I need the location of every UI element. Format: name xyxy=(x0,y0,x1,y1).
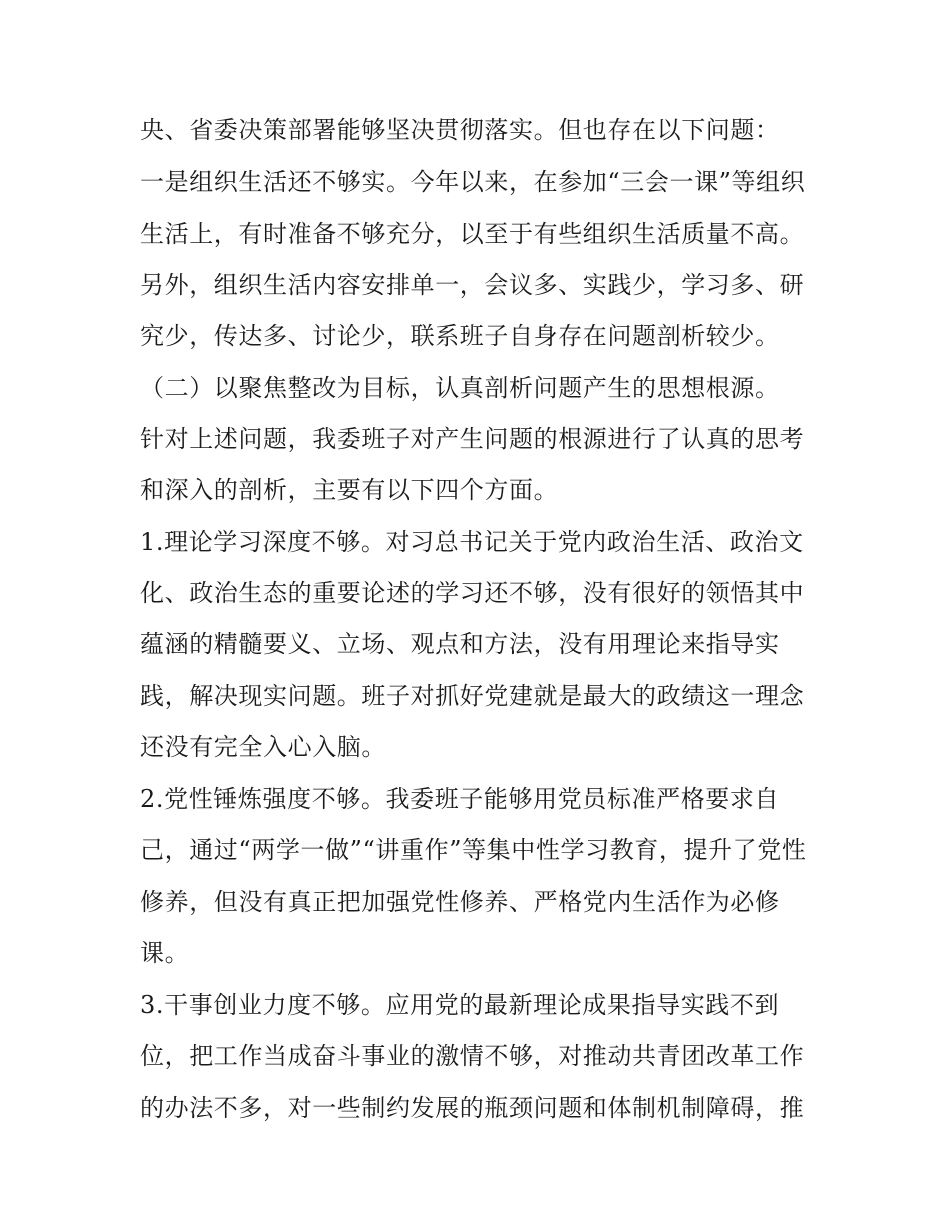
text-line: 1.理论学习深度不够。对习总书记关于党内政治生活、政治文 xyxy=(140,528,804,556)
text-line: 践，解决现实问题。班子对抓好党建就是最大的政绩这一理念 xyxy=(140,682,805,710)
text-line: 课。 xyxy=(140,939,190,967)
text-line: 的办法不多，对一些制约发展的瓶颈问题和体制机制障碍，推 xyxy=(140,1094,805,1122)
text-line: 蕴涵的精髓要义、立场、观点和方法，没有用理论来指导实 xyxy=(140,630,780,658)
text-line: 央、省委决策部署能够坚决贯彻落实。但也存在以下问题： xyxy=(140,116,780,144)
section-heading: （二）以聚焦整改为目标，认真剖析问题产生的思想根源。 xyxy=(140,374,780,402)
text-line: 3.干事创业力度不够。应用党的最新理论成果指导实践不到 xyxy=(140,991,780,1019)
text-line: 生活上，有时准备不够充分，以至于有些组织生活质量不高。 xyxy=(140,220,805,248)
text-line: 修养，但没有真正把加强党性修养、严格党内生活作为必修 xyxy=(140,888,780,916)
text-line: 化、政治生态的重要论述的学习还不够，没有很好的领悟其中 xyxy=(140,579,805,607)
text-line: 己，通过“两学一做”“讲重作”等集中性学习教育，提升了党性 xyxy=(140,836,807,864)
text-line: 究少，传达多、讨论少，联系班子自身存在问题剖析较少。 xyxy=(140,322,780,350)
text-line: 和深入的剖析，主要有以下四个方面。 xyxy=(140,476,559,504)
text-line: 位，把工作当成奋斗事业的激情不够，对推动共青团改革工作 xyxy=(140,1042,805,1070)
text-line: 一是组织生活还不够实。今年以来，在参加“三会一课”等组织 xyxy=(140,168,806,196)
text-line: 还没有完全入心入脑。 xyxy=(140,733,386,761)
text-line: 另外，组织生活内容安排单一，会议多、实践少，学习多、研 xyxy=(140,271,805,299)
text-line: 2.党性锤炼强度不够。我委班子能够用党员标准严格要求自 xyxy=(140,785,780,813)
text-line: 针对上述问题，我委班子对产生问题的根源进行了认真的思考 xyxy=(140,425,805,453)
